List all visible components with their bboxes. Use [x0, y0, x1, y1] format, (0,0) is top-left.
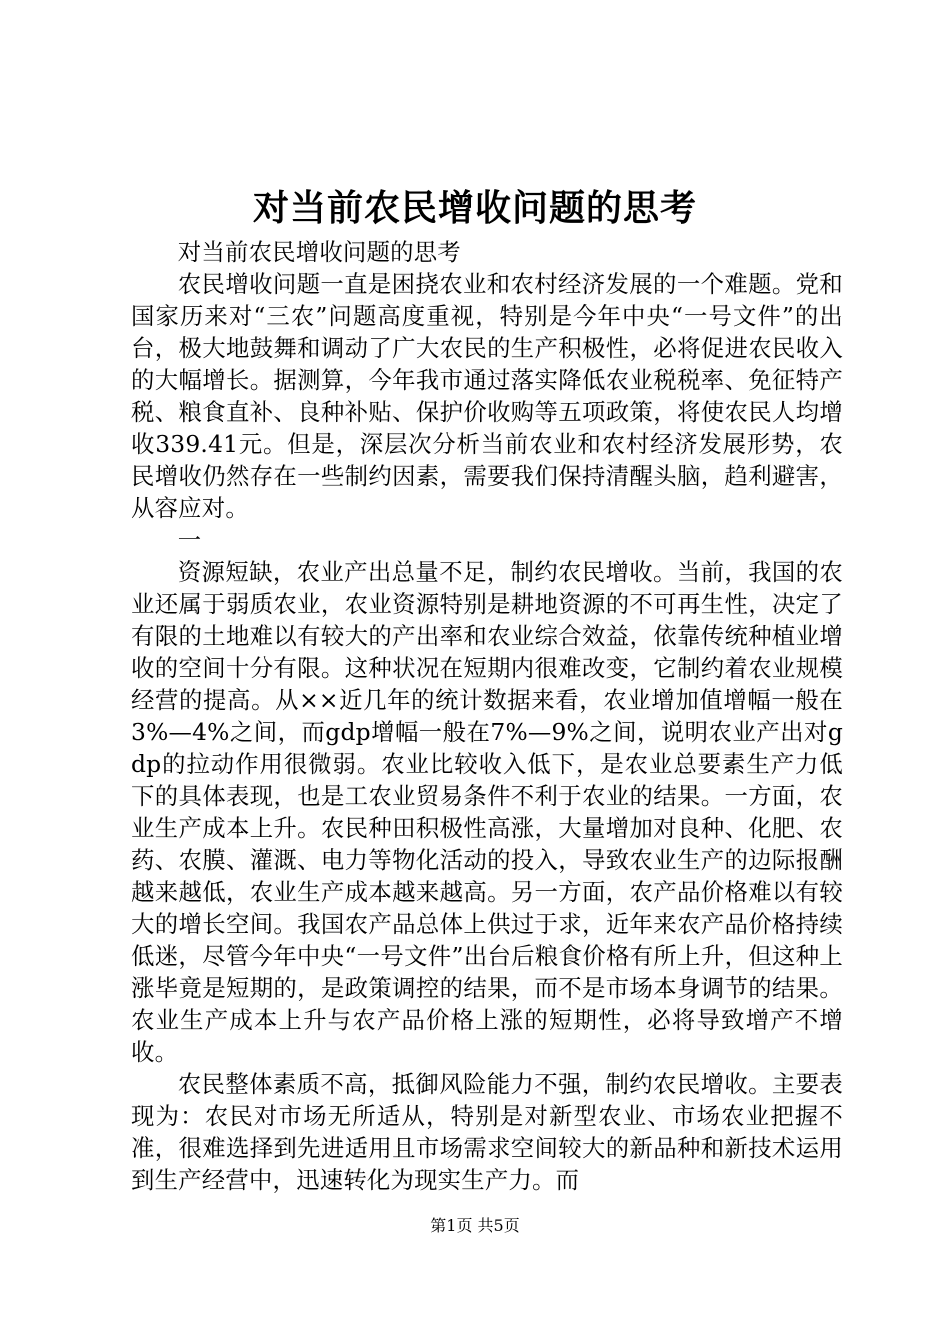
- document-title: 对当前农民增收问题的思考: [252, 187, 697, 229]
- paragraph-resources: 资源短缺，农业产出总量不足，制约农民增收。当前，我国的农业还属于弱质农业，农业资源特别是耕地资源的不可再生性，决定了有限的土地难以有较大的产出率和农业综合效益，依靠传统种植业增收的空间十分有限。这种状况在短期内很难改变，它制约着农业规模经营的提高。从××近几年的统计数据来看，农业增加值增幅一般在3%—4%之间，而gdp增幅一般在7%—9%之间，说明农业产出对gdp的拉动作用很微弱。农业比较收入低下，是农业总要素生产力低下的具体表现，也是工农业贸易条件不利于农业的结果。一方面，农业生产成本上升。农民种田积极性高涨，大量增加对良种、化肥、农药、农膜、灌溉、电力等物化活动的投入，导致农业生产的边际报酬越来越低，农业生产成本越来越高。另一方面，农产品价格难以有较大的增长空间。我国农产品总体上供过于求，近年来农产品价格持续低迷，尽管今年中央“一号文件”出台后粮食价格有所上升，但这种上涨毕竟是短期的，是政策调控的结果，而不是市场本身调节的结果。农业生产成本上升与农产品价格上涨的短期性，必将导致增产不增收。: [131, 558, 843, 1066]
- paragraph-quality: 农民整体素质不高，抵御风险能力不强，制约农民增收。主要表现为：农民对市场无所适从，特别是对新型农业、市场农业把握不准，很难选择到先进适用且市场需求空间较大的新品种和新技术运用到生产经营中，迅速转化为现实生产力。而: [131, 1070, 843, 1194]
- document-body: [131, 236, 843, 1196]
- page-number-footer: 第1页 共5页: [430, 1216, 520, 1235]
- paragraph-subtitle: 对当前农民增收问题的思考: [177, 238, 461, 266]
- section-number: 一: [177, 526, 202, 554]
- paragraph-intro: 农民增收问题一直是困挠农业和农村经济发展的一个难题。党和国家历来对“三农”问题高度重视，特别是今年中央“一号文件”的出台，极大地鼓舞和调动了广大农民的生产积极性，必将促进农民收入的大幅增长。据测算，今年我市通过落实降低农业税税率、免征特产税、粮食直补、良种补贴、保护价收购等五项政策，将使农民人均增收339.41元。但是，深层次分析当前农业和农村经济发展形势，农民增收仍然存在一些制约因素，需要我们保持清醒头脑，趋利避害，从容应对。: [131, 270, 843, 522]
